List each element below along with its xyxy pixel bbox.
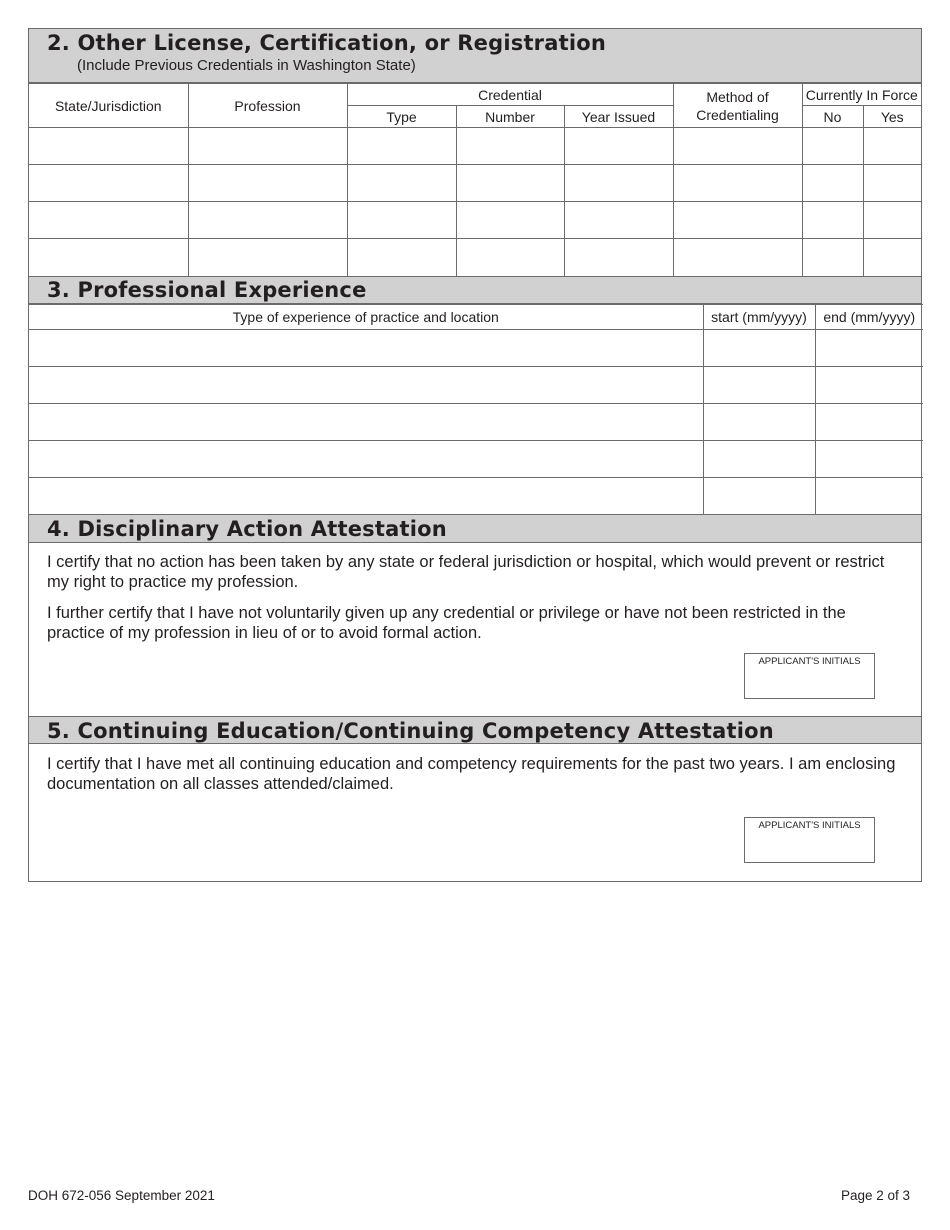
col-in-force-no: No <box>802 106 863 128</box>
start-cell[interactable] <box>703 440 815 477</box>
state-cell[interactable] <box>29 165 188 202</box>
in-force-yes-cell[interactable] <box>863 128 921 165</box>
applicants-initials-box-section-4[interactable] <box>744 653 875 699</box>
start-cell[interactable] <box>703 329 815 366</box>
start-cell[interactable] <box>703 366 815 403</box>
type-cell[interactable] <box>347 165 456 202</box>
section-5-title: 5. Continuing Education/Continuing Competency Attestation <box>47 719 774 743</box>
form-id-footer: DOH 672-056 September 2021 <box>28 1188 215 1203</box>
profession-cell[interactable] <box>188 239 347 276</box>
profession-cell[interactable] <box>188 202 347 239</box>
col-in-force-yes: Yes <box>863 106 921 128</box>
experience-cell[interactable] <box>29 403 703 440</box>
col-credential-number: Number <box>456 106 564 128</box>
col-start-date: start (mm/yyyy) <box>703 304 815 329</box>
section-3-title: 3. Professional Experience <box>47 277 367 302</box>
applicants-initials-box-section-5[interactable] <box>744 817 875 863</box>
in-force-yes-cell[interactable] <box>863 202 921 239</box>
table-row <box>29 366 923 403</box>
table-row <box>29 329 923 366</box>
in-force-yes-cell[interactable] <box>863 239 921 276</box>
section-5-header <box>29 716 921 744</box>
type-cell[interactable] <box>347 128 456 165</box>
page-number-footer: Page 2 of 3 <box>840 1188 910 1203</box>
section-2-header <box>29 29 921 83</box>
method-cell[interactable] <box>673 165 802 202</box>
col-end-date: end (mm/yyyy) <box>815 304 923 329</box>
start-cell[interactable] <box>703 477 815 514</box>
end-cell[interactable] <box>815 366 923 403</box>
section-4-header <box>29 514 921 543</box>
experience-cell[interactable] <box>29 329 703 366</box>
experience-cell[interactable] <box>29 366 703 403</box>
professional-experience-table <box>29 304 923 515</box>
type-cell[interactable] <box>347 202 456 239</box>
disciplinary-attestation-text-2: I further certify that I have not voluntarily given up any credential or privilege or have not been restricted in the practice of my profession in lieu of or to avoid formal action. <box>47 604 846 642</box>
state-cell[interactable] <box>29 239 188 276</box>
table-row <box>29 128 921 165</box>
col-year-issued: Year Issued <box>564 106 673 128</box>
start-cell[interactable] <box>703 403 815 440</box>
initials-label: APPLICANT'S INITIALS <box>758 656 861 667</box>
table-row <box>29 477 923 514</box>
table-row <box>29 440 923 477</box>
continuing-education-attestation-text: I certify that I have met all continuing education and competency requirements for the past two years. I am enclosing documentation on all classes attended/claimed. <box>47 755 896 793</box>
number-cell[interactable] <box>456 239 564 276</box>
table-row <box>29 403 923 440</box>
col-experience-type: Type of experience of practice and location <box>29 304 703 329</box>
section-5-body <box>29 744 921 881</box>
method-label-line2: Credentialing <box>696 106 779 123</box>
end-cell[interactable] <box>815 440 923 477</box>
col-currently-in-force: Currently In Force <box>802 84 921 106</box>
disciplinary-attestation-text-1: I certify that no action has been taken by any state or federal jurisdiction or hospital, which would prevent or restrict my right to practice my profession. <box>47 553 885 591</box>
experience-cell[interactable] <box>29 440 703 477</box>
profession-cell[interactable] <box>188 165 347 202</box>
other-license-table <box>29 83 921 276</box>
col-method-of-credentialing <box>673 84 802 128</box>
table-row <box>29 239 921 276</box>
number-cell[interactable] <box>456 128 564 165</box>
profession-cell[interactable] <box>188 128 347 165</box>
year-issued-cell[interactable] <box>564 202 673 239</box>
end-cell[interactable] <box>815 477 923 514</box>
type-cell[interactable] <box>347 239 456 276</box>
year-issued-cell[interactable] <box>564 239 673 276</box>
application-form-page <box>28 28 922 882</box>
in-force-no-cell[interactable] <box>802 239 863 276</box>
in-force-yes-cell[interactable] <box>863 165 921 202</box>
number-cell[interactable] <box>456 165 564 202</box>
initials-label: APPLICANT'S INITIALS <box>758 820 861 831</box>
in-force-no-cell[interactable] <box>802 202 863 239</box>
method-cell[interactable] <box>673 239 802 276</box>
table-row <box>29 165 921 202</box>
col-state-jurisdiction: State/Jurisdiction <box>29 84 188 128</box>
end-cell[interactable] <box>815 329 923 366</box>
method-cell[interactable] <box>673 128 802 165</box>
section-2-title: 2. Other License, Certification, or Registration <box>47 31 607 55</box>
col-credential: Credential <box>347 84 673 106</box>
year-issued-cell[interactable] <box>564 165 673 202</box>
col-credential-type: Type <box>347 106 456 128</box>
end-cell[interactable] <box>815 403 923 440</box>
col-profession: Profession <box>188 84 347 128</box>
year-issued-cell[interactable] <box>564 128 673 165</box>
section-2-subtitle: (Include Previous Credentials in Washington State) <box>77 57 416 74</box>
section-4-title: 4. Disciplinary Action Attestation <box>47 517 447 541</box>
section-4-body <box>29 543 921 716</box>
number-cell[interactable] <box>456 202 564 239</box>
experience-cell[interactable] <box>29 477 703 514</box>
in-force-no-cell[interactable] <box>802 128 863 165</box>
method-label-line1: Method of <box>706 88 769 105</box>
state-cell[interactable] <box>29 202 188 239</box>
section-3-header <box>29 276 921 304</box>
in-force-no-cell[interactable] <box>802 165 863 202</box>
table-row <box>29 202 921 239</box>
method-cell[interactable] <box>673 202 802 239</box>
state-cell[interactable] <box>29 128 188 165</box>
